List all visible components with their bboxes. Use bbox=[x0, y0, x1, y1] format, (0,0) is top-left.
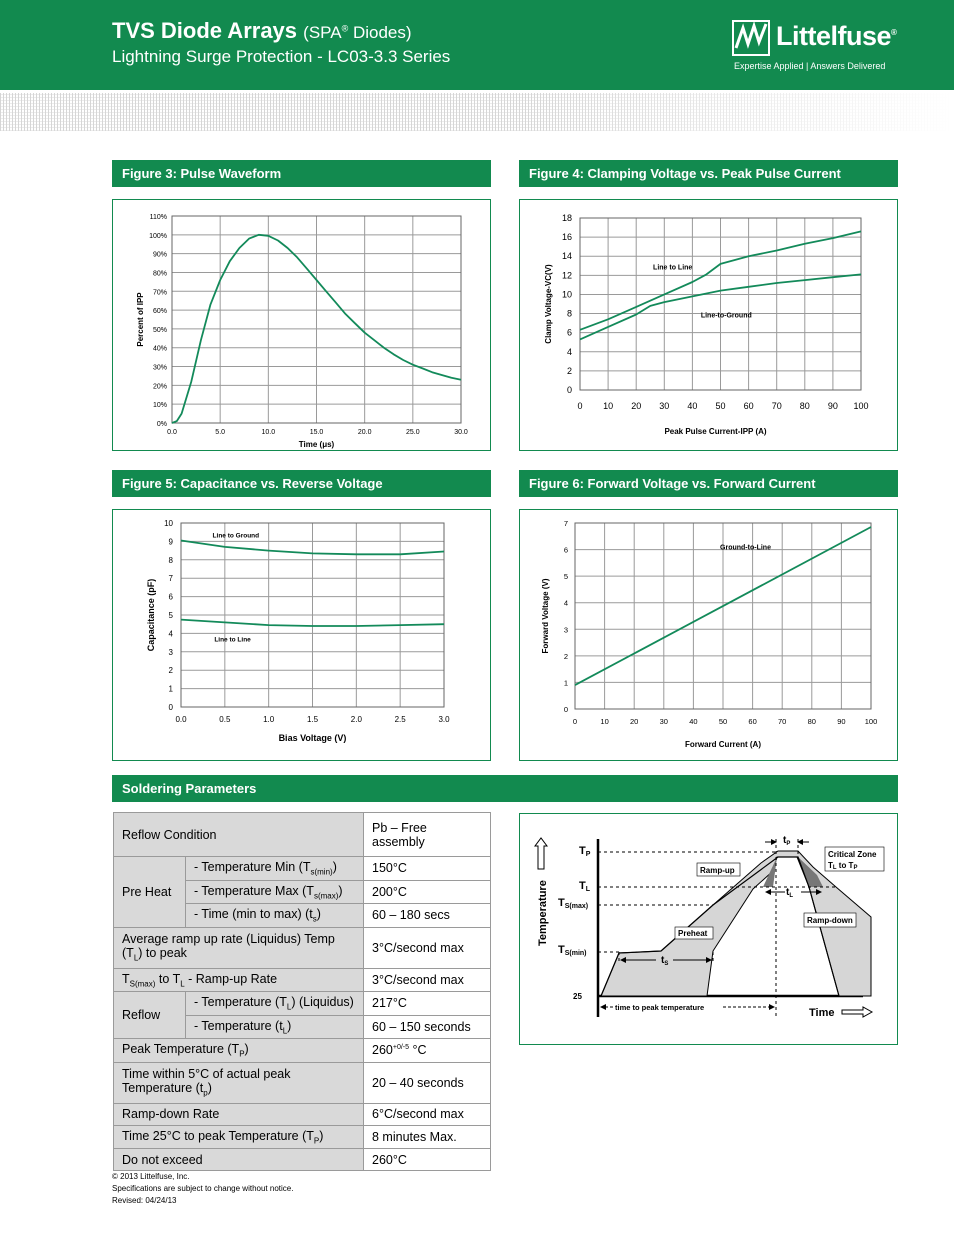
grid bbox=[580, 218, 861, 390]
x-tick-label: 3.0 bbox=[438, 715, 450, 724]
peak-value: $260^{+0/-5}$ °C bbox=[364, 1039, 491, 1063]
fig4-box bbox=[519, 199, 898, 451]
x-axis-label: Forward Current (A) bbox=[685, 740, 761, 749]
tp-label: TP bbox=[579, 845, 591, 858]
y-tick-label: 3 bbox=[168, 647, 173, 657]
fig3-title: Figure 3: Pulse Waveform bbox=[112, 160, 491, 187]
x-tick-label: 70 bbox=[771, 401, 782, 411]
title-main: TVS Diode Arrays bbox=[112, 18, 298, 43]
page-subtitle: Lightning Surge Protection - LC03-3.3 Series bbox=[112, 47, 451, 66]
small-ts-label: $t_S$ bbox=[661, 955, 669, 967]
y-tick-label: 16 bbox=[561, 232, 572, 243]
fig6-title: Figure 6: Forward Voltage vs. Forward Current bbox=[519, 470, 898, 497]
table-row bbox=[114, 1125, 491, 1149]
x-tick-label: 1.5 bbox=[306, 715, 319, 724]
fig6-box bbox=[519, 509, 898, 761]
within-label: Time within 5°C of actual peak Temperature $(t_p)$ bbox=[114, 1062, 364, 1103]
series-annotation: Line-to-Ground bbox=[700, 312, 752, 320]
x-tick-label: 10 bbox=[603, 401, 614, 411]
peak-label: Peak Temperature $(T_P)$ bbox=[114, 1039, 364, 1063]
temperature-arrow-icon bbox=[535, 838, 547, 869]
y-tick-label: 0% bbox=[156, 421, 167, 428]
series-annotation: Line to Line bbox=[214, 636, 251, 644]
y-tick-label: 10 bbox=[164, 519, 173, 528]
pulse-waveform-chart bbox=[113, 200, 490, 450]
series-annotation: Line to Line bbox=[653, 264, 693, 272]
soldering-title: Soldering Parameters bbox=[112, 775, 898, 802]
rampdown-label: Ramp-down Rate bbox=[114, 1103, 364, 1125]
tl-label: TL bbox=[579, 880, 591, 893]
table-row bbox=[114, 857, 491, 881]
exceed-label: Do not exceed bbox=[114, 1149, 364, 1171]
series-annotation: Ground-to-Line bbox=[720, 544, 771, 552]
table-row bbox=[114, 1103, 491, 1125]
x-tick-label: 100 bbox=[864, 717, 878, 726]
page-header bbox=[0, 0, 954, 90]
y-tick-label: 2 bbox=[563, 651, 568, 661]
table-row bbox=[114, 1149, 491, 1171]
critical-zone-range: TL to TP bbox=[828, 861, 858, 871]
y-tick-label: 8 bbox=[566, 308, 572, 319]
y-tick-label: 70% bbox=[152, 289, 167, 297]
t25-label: Time 25°C to peak Temperature $(T_P)$ bbox=[114, 1125, 364, 1149]
x-tick-label: 0 bbox=[577, 401, 583, 411]
y-tick-label: 80% bbox=[152, 270, 167, 278]
critical-zone-label: Critical Zone bbox=[828, 850, 877, 859]
series-annotation: Line to Ground bbox=[212, 532, 260, 540]
rampup-label: Ramp-up bbox=[700, 866, 735, 875]
y-tick-label: 30% bbox=[152, 364, 167, 372]
tmin-value: 150°C bbox=[364, 857, 491, 881]
x-tick-label: 50 bbox=[715, 401, 726, 411]
x-tick-label: 40 bbox=[687, 401, 698, 411]
y-tick-label: 4 bbox=[566, 346, 572, 357]
x-axis-label: Bias Voltage (V) bbox=[278, 733, 347, 743]
y-axis-label: Capacitance (pF) bbox=[146, 578, 156, 652]
grid bbox=[172, 216, 461, 423]
rampdown-value: 6°C/second max bbox=[364, 1103, 491, 1125]
x-tick-label: 80 bbox=[799, 401, 810, 411]
tmax-label: - Temperature Max $(T_{s(max)})$ bbox=[186, 880, 364, 904]
x-tick-label: 20.0 bbox=[357, 429, 372, 436]
x-tick-label: 70 bbox=[778, 717, 787, 726]
y-axis-label: Clamp Voltage-VC(V) bbox=[544, 264, 553, 344]
y-tick-label: 10 bbox=[561, 289, 572, 300]
t25-label: 25 bbox=[573, 992, 582, 1001]
y-tick-label: 2 bbox=[566, 365, 572, 376]
tl-label: - Temperature $(T_L)$ (Liquidus) bbox=[186, 992, 364, 1016]
y-tick-label: 100% bbox=[149, 232, 167, 240]
x-tick-label: 0.5 bbox=[219, 715, 231, 724]
time-arrow-icon bbox=[842, 1007, 872, 1017]
y-axis-label: Percent of IPP bbox=[136, 292, 145, 347]
capacitance-chart bbox=[113, 510, 490, 760]
small-tl-label: $t_L$ bbox=[786, 887, 794, 899]
y-tick-label: 5 bbox=[563, 572, 568, 582]
x-tick-label: 100 bbox=[853, 401, 869, 411]
y-tick-label: 9 bbox=[168, 537, 173, 547]
fig5-title: Figure 5: Capacitance vs. Reverse Voltage bbox=[112, 470, 491, 497]
exceed-value: 260°C bbox=[364, 1149, 491, 1171]
fig3-box bbox=[112, 199, 491, 451]
tl-value: 217°C bbox=[364, 992, 491, 1016]
logo-wordmark: Littelfuse® bbox=[776, 21, 897, 51]
y-tick-label: 12 bbox=[561, 270, 572, 281]
x-tick-label: 90 bbox=[827, 401, 838, 411]
clamping-voltage-chart bbox=[520, 200, 897, 450]
tsmax-ramp-value: 3°C/second max bbox=[364, 968, 491, 992]
time-value: 60 – 180 secs bbox=[364, 904, 491, 928]
table-row bbox=[114, 813, 491, 857]
x-axis-label: Peak Pulse Current-IPP (A) bbox=[664, 427, 767, 436]
forward-voltage-chart bbox=[520, 510, 897, 760]
y-tick-label: 1 bbox=[168, 684, 173, 694]
x-tick-label: 30 bbox=[659, 401, 670, 411]
x-tick-label: 30.0 bbox=[454, 429, 468, 436]
y-tick-label: 0 bbox=[566, 385, 572, 395]
tmax-value: 200°C bbox=[364, 880, 491, 904]
revision-text: Revised: 04/24/13 bbox=[112, 1196, 177, 1205]
t25-value: 8 minutes Max. bbox=[364, 1125, 491, 1149]
y-axis-label: Forward Voltage (V) bbox=[541, 578, 550, 654]
x-tick-label: 10.0 bbox=[261, 429, 276, 436]
y-tick-label: 90% bbox=[152, 251, 167, 259]
ramp-label: Average ramp up rate (Liquidus) Temp $(T_L)$ to peak bbox=[114, 927, 364, 968]
x-tick-label: 50 bbox=[718, 717, 728, 726]
x-tick-label: 25.0 bbox=[406, 429, 420, 436]
y-tick-label: 10% bbox=[152, 402, 167, 410]
rampdown-label: Ramp-down bbox=[807, 916, 853, 925]
reflow-profile-box bbox=[519, 813, 898, 1045]
y-tick-label: 0 bbox=[168, 703, 173, 712]
soldering-table bbox=[113, 812, 491, 1171]
logo-tagline: Expertise Applied | Answers Delivered bbox=[734, 61, 886, 71]
table-row bbox=[114, 1062, 491, 1103]
tsmax-label: TS(max) bbox=[558, 897, 589, 910]
grid bbox=[181, 523, 444, 707]
x-tick-label: 2.0 bbox=[350, 715, 362, 724]
tmin-label: - Temperature Min $(T_{s(min)})$ bbox=[186, 857, 364, 881]
tsmax-ramp-label: $T_{S(max)}$ to $T_L$ - Ramp-up Rate bbox=[114, 968, 364, 992]
ramp-value: 3°C/second max bbox=[364, 927, 491, 968]
y-tick-label: 6 bbox=[563, 545, 568, 555]
x-tick-label: 60 bbox=[748, 717, 757, 726]
y-tick-label: 4 bbox=[168, 629, 173, 639]
reflow-condition-label: Reflow Condition bbox=[114, 813, 364, 857]
preheat-label: Pre Heat bbox=[114, 857, 186, 928]
table-row bbox=[114, 927, 491, 968]
preheat-label: Preheat bbox=[678, 929, 708, 938]
x-tick-label: 2.5 bbox=[394, 715, 406, 724]
time-to-peak-label: time to peak temperature bbox=[615, 1003, 705, 1012]
x-tick-label: 0.0 bbox=[167, 429, 177, 436]
littelfuse-logo bbox=[732, 20, 902, 75]
y-tick-label: 4 bbox=[563, 598, 568, 608]
y-tick-label: 5 bbox=[168, 611, 173, 620]
y-tick-label: 60% bbox=[152, 308, 167, 316]
time-axis-label: Time bbox=[809, 1007, 835, 1019]
y-tick-label: 14 bbox=[561, 251, 572, 262]
x-tick-label: 80 bbox=[807, 717, 816, 726]
fig4-title: Figure 4: Clamping Voltage vs. Peak Pulse Current bbox=[519, 160, 898, 187]
page-footer bbox=[112, 1171, 293, 1207]
y-tick-label: 6 bbox=[168, 592, 173, 602]
within-value: 20 – 40 seconds bbox=[364, 1062, 491, 1103]
x-tick-label: 40 bbox=[689, 717, 698, 726]
y-tick-label: 7 bbox=[563, 519, 568, 528]
x-tick-label: 15.0 bbox=[309, 429, 324, 436]
table-row bbox=[114, 992, 491, 1016]
decorative-stripes bbox=[0, 93, 954, 131]
y-tick-label: 3 bbox=[563, 625, 568, 635]
reflow-profile-diagram bbox=[520, 814, 897, 1044]
table-row bbox=[114, 968, 491, 992]
y-tick-label: 20% bbox=[152, 383, 167, 391]
page-title bbox=[112, 18, 412, 44]
small-tp-label: $t_P$ bbox=[783, 835, 791, 847]
x-tick-label: 30 bbox=[659, 717, 668, 726]
x-tick-label: 60 bbox=[743, 401, 754, 411]
x-tick-label: 0 bbox=[572, 717, 578, 726]
x-tick-label: 20 bbox=[630, 717, 639, 726]
ttl-label: - Temperature $(t_L)$ bbox=[186, 1015, 364, 1039]
title-suffix: (SPA® Diodes) bbox=[303, 23, 412, 42]
y-tick-label: 2 bbox=[168, 666, 173, 676]
y-tick-label: 1 bbox=[563, 678, 568, 688]
ttl-value: 60 – 150 seconds bbox=[364, 1015, 491, 1039]
y-tick-label: 40% bbox=[152, 345, 167, 353]
x-tick-label: 1.0 bbox=[263, 715, 275, 724]
time-label: - Time (min to max) $(t_s)$ bbox=[186, 904, 364, 928]
y-tick-label: 18 bbox=[561, 213, 572, 223]
y-tick-label: 50% bbox=[152, 326, 167, 334]
y-tick-label: 7 bbox=[168, 574, 173, 584]
table-row bbox=[114, 1039, 491, 1063]
x-tick-label: 0.0 bbox=[175, 715, 187, 724]
x-tick-label: 20 bbox=[631, 401, 642, 411]
y-tick-label: 0 bbox=[563, 705, 568, 714]
x-tick-label: 10 bbox=[600, 717, 609, 726]
x-tick-label: 90 bbox=[837, 717, 846, 726]
temperature-axis-label: Temperature bbox=[537, 880, 549, 946]
tsmin-label: TS(min) bbox=[558, 944, 587, 957]
copyright-text: © 2013 Littelfuse, Inc. bbox=[112, 1172, 190, 1181]
disclaimer-text: Specifications are subject to change without notice. bbox=[112, 1184, 294, 1193]
y-tick-label: 8 bbox=[168, 555, 173, 565]
fig5-box bbox=[112, 509, 491, 761]
littelfuse-logo-icon bbox=[732, 20, 770, 56]
reflow-label: Reflow bbox=[114, 992, 186, 1039]
y-tick-label: 110% bbox=[149, 214, 167, 221]
x-tick-label: 5.0 bbox=[215, 429, 226, 436]
y-tick-label: 6 bbox=[566, 327, 572, 338]
reflow-condition-value: Pb – Free assembly bbox=[364, 813, 491, 857]
x-axis-label: Time (μs) bbox=[298, 440, 335, 449]
